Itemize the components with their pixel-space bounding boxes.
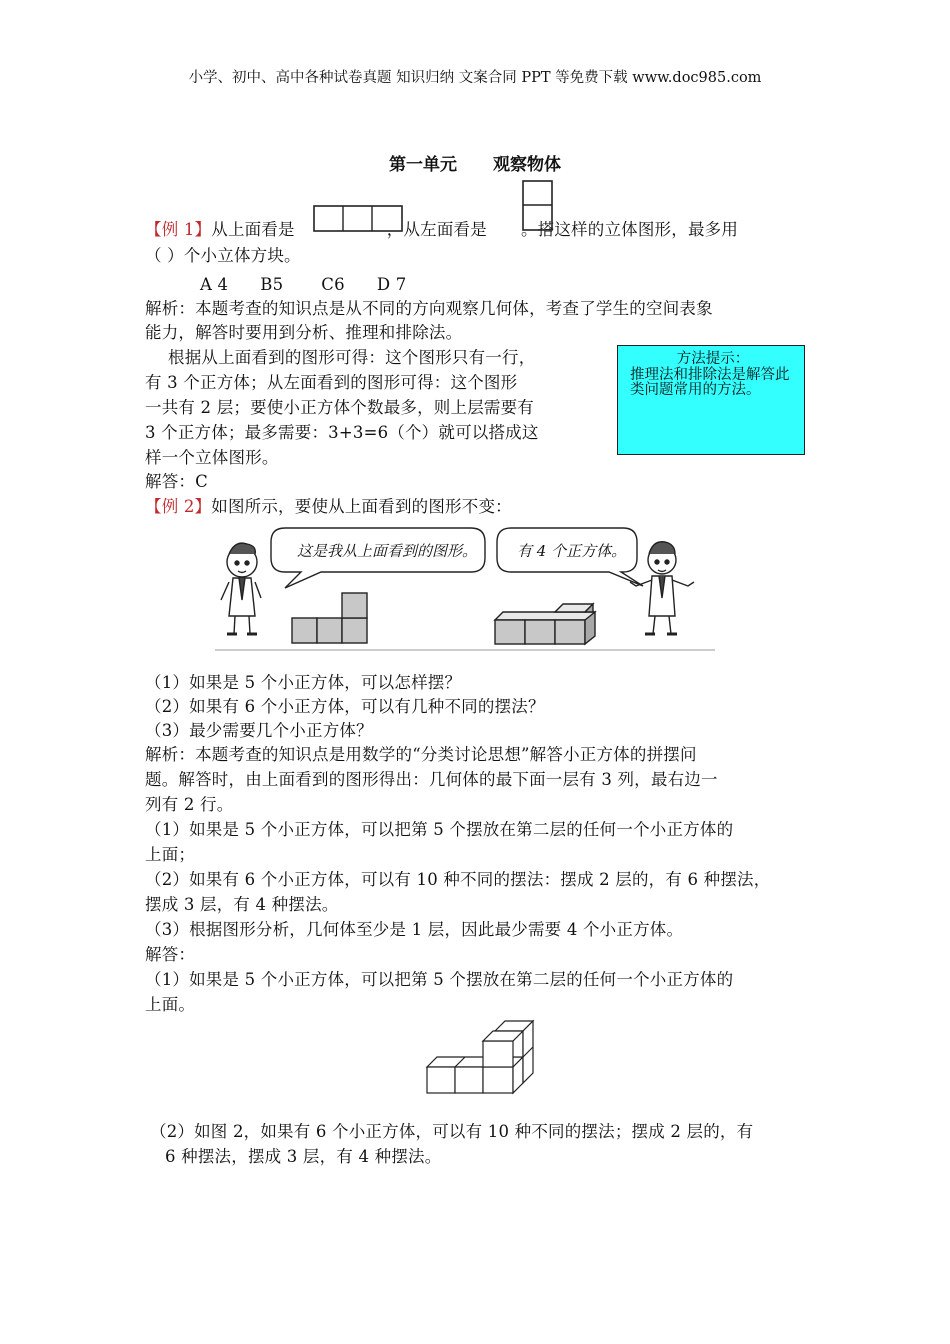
ex1-q-a: 从上面看是 <box>211 220 295 239</box>
option-d: D 7 <box>376 275 407 294</box>
ex2-intro-line <box>145 495 512 519</box>
ex1-analysis-line1: 解析：本题考查的知识点是从不同的方向观察几何体，考查了学生的空间表象 <box>145 299 713 318</box>
top-view-l-shape <box>292 593 367 643</box>
method-tip-box <box>617 345 805 455</box>
ex1-q-b: ，从左面看是 <box>386 220 487 239</box>
ex2-final-line2: 6 种摆法，摆成 3 层，有 4 种摆法。 <box>165 1147 442 1166</box>
five-cube-diagram <box>425 1015 540 1097</box>
ex2-analysis-line: （3）根据图形分析，几何体至少是 1 层，因此最少需要 4 个小正方体。 <box>145 920 684 939</box>
title-unit: 第一单元 <box>389 155 457 175</box>
boy-right-figure <box>630 542 694 634</box>
boy-left-figure <box>221 543 261 634</box>
cube-structure-3d <box>495 604 595 644</box>
page-header: 小学、初中、高中各种试卷真题 知识归纳 文案合同 PPT 等免费下载 www.doc985.com <box>188 70 762 86</box>
ex1-body-line: 根据从上面看到的图形可得：这个图形只有一行， <box>168 348 536 367</box>
ex1-analysis-line2: 能力，解答时要用到分析、推理和排除法。 <box>145 323 463 342</box>
ex1-body-line: 一共有 2 层；要使小正方体个数最多，则上层需要有 <box>145 398 534 417</box>
option-c: C6 <box>321 275 345 294</box>
ex2-analysis-line: （1）如果是 5 个小正方体，可以把第 5 个摆放在第二层的任何一个小正方体的 <box>145 820 734 839</box>
option-b: B5 <box>260 275 284 294</box>
ex1-answer: 解答：C <box>145 472 208 491</box>
ex2-final-line1: （2）如图 2，如果有 6 个小正方体，可以有 10 种不同的摆法；摆成 2 层的，有 <box>150 1122 754 1141</box>
ex1-question-line1 <box>145 218 738 242</box>
ex2-analysis-line: （2）如果有 6 个小正方体，可以有 10 种不同的摆法：摆成 2 层的，有 6 种摆法， <box>145 870 771 889</box>
ex1-options <box>200 273 406 297</box>
ex2-question: （3）最少需要几个小正方体？ <box>145 721 373 740</box>
ex2-analysis-line: 列有 2 行。 <box>145 795 234 814</box>
ex2-analysis-line: 上面。 <box>145 995 196 1014</box>
tip-title: 方法提示： <box>676 351 750 367</box>
page-title <box>0 150 950 175</box>
ex1-body-line: 3 个正方体；最多需要：3+3=6（个）就可以搭成这 <box>145 423 539 442</box>
ex2-analysis-line: 题。解答时，由上面看到的图形得出：几何体的最下面一层有 3 列，最右边一 <box>145 770 718 789</box>
ex2-tag: 【例 2】 <box>145 497 212 516</box>
ex2-question: （1）如果是 5 个小正方体，可以怎样摆？ <box>145 673 462 692</box>
ex2-analysis-line: 上面； <box>145 845 196 864</box>
ex2-intro: 如图所示，要使从上面看到的图形不变： <box>211 497 512 516</box>
top-view-diagram <box>313 205 405 233</box>
ex2-analysis-line: （1）如果是 5 个小正方体，可以把第 5 个摆放在第二层的任何一个小正方体的 <box>145 970 734 989</box>
ex2-illustration <box>215 520 715 655</box>
ex2-analysis-line: 解析：本题考查的知识点是用数学的“分类讨论思想”解答小正方体的拼摆问 <box>145 745 697 764</box>
ex2-question: （2）如果有 6 个小正方体，可以有几种不同的摆法？ <box>145 697 545 716</box>
ex1-question-line2: （ ）个小立体方块。 <box>145 246 301 265</box>
ex1-tag: 【例 1】 <box>145 220 212 239</box>
left-view-diagram <box>522 180 554 232</box>
bubble-left-text: 这是我从上面看到的图形。 <box>297 542 478 560</box>
tip-text: 推理法和排除法是解答此类问题常用的方法。 <box>630 367 790 398</box>
ex1-body-line: 样一个立体图形。 <box>145 448 279 467</box>
ex1-body-line: 有 3 个正方体；从左面看到的图形可得：这个图形 <box>145 373 518 392</box>
bubble-right-text: 有 4 个正方体。 <box>517 542 627 560</box>
ex1-q-c: 。搭这样的立体图形，最多用 <box>520 220 739 239</box>
ex2-analysis-line: 摆成 3 层，有 4 种摆法。 <box>145 895 339 914</box>
title-topic: 观察物体 <box>493 155 561 175</box>
option-a: A 4 <box>200 275 229 294</box>
ex2-analysis-line: 解答： <box>145 945 196 964</box>
